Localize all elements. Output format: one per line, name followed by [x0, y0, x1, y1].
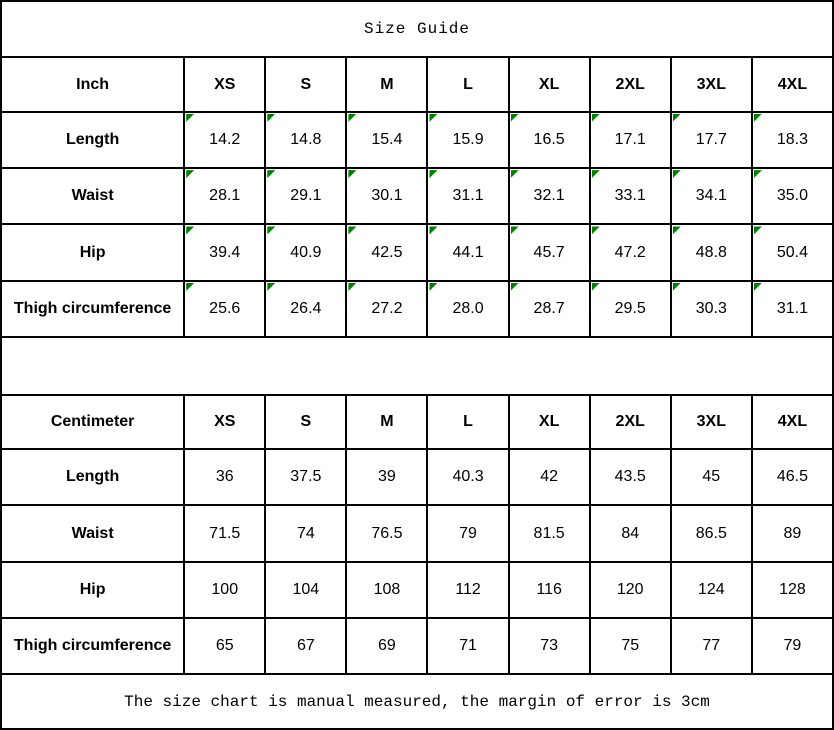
size-value: 29.1 — [290, 187, 322, 205]
size-value: 16.5 — [533, 130, 565, 148]
excel-text-flag-icon — [673, 170, 681, 178]
size-value-cell: 36 — [184, 449, 265, 505]
size-value-cell — [184, 224, 265, 280]
excel-text-flag-icon — [754, 170, 762, 178]
size-value-cell — [265, 112, 346, 168]
size-value-cell — [671, 168, 752, 224]
size-value-cell — [509, 281, 590, 337]
size-column-header-2xl: 2XL — [590, 395, 671, 449]
excel-text-flag-icon — [348, 114, 356, 122]
size-value: 33.1 — [614, 187, 646, 205]
size-value-cell — [184, 112, 265, 168]
size-value-cell — [427, 168, 508, 224]
excel-text-flag-icon — [673, 283, 681, 291]
table-row-cm-hip — [1, 562, 833, 618]
size-value-cell — [346, 224, 427, 280]
size-column-header-xl: XL — [509, 395, 590, 449]
excel-text-flag-icon — [511, 170, 519, 178]
size-value-cell — [427, 281, 508, 337]
size-value-cell — [671, 281, 752, 337]
size-value: 14.2 — [209, 130, 241, 148]
excel-text-flag-icon — [348, 226, 356, 234]
size-value-cell — [427, 224, 508, 280]
excel-text-flag-icon — [186, 283, 194, 291]
size-value-cell — [671, 224, 752, 280]
excel-text-flag-icon — [592, 226, 600, 234]
size-value: 48.8 — [695, 243, 727, 261]
size-column-header-4xl: 4XL — [752, 57, 833, 111]
size-value-cell: 84 — [590, 505, 671, 561]
size-value-cell: 42 — [509, 449, 590, 505]
title-row — [1, 1, 833, 57]
size-value-cell: 81.5 — [509, 505, 590, 561]
excel-text-flag-icon — [592, 114, 600, 122]
excel-text-flag-icon — [267, 283, 275, 291]
size-value-cell: 112 — [427, 562, 508, 618]
size-value-cell — [509, 168, 590, 224]
excel-text-flag-icon — [592, 170, 600, 178]
excel-text-flag-icon — [186, 226, 194, 234]
row-label: Thigh circumference — [1, 281, 184, 337]
page-title: Size Guide — [1, 1, 833, 57]
size-value-cell — [346, 168, 427, 224]
size-value: 31.1 — [452, 187, 484, 205]
excel-text-flag-icon — [267, 170, 275, 178]
size-value-cell: 79 — [752, 618, 833, 674]
size-value: 28.0 — [452, 300, 484, 318]
size-value: 47.2 — [614, 243, 646, 261]
cm-header-row — [1, 395, 833, 449]
size-value-cell: 69 — [346, 618, 427, 674]
size-value-cell — [346, 281, 427, 337]
table-row-inch-hip — [1, 224, 833, 280]
table-row-inch-length — [1, 112, 833, 168]
excel-text-flag-icon — [429, 114, 437, 122]
size-value-cell: 77 — [671, 618, 752, 674]
table-row-inch-thigh — [1, 281, 833, 337]
row-label: Length — [1, 112, 184, 168]
size-value: 30.3 — [695, 300, 727, 318]
size-value: 30.1 — [371, 187, 403, 205]
size-column-header-m: M — [346, 57, 427, 111]
size-column-header-m: M — [346, 395, 427, 449]
size-column-header-s: S — [265, 395, 346, 449]
row-label: Length — [1, 449, 184, 505]
size-value-cell — [184, 168, 265, 224]
size-column-header-s: S — [265, 57, 346, 111]
size-value: 18.3 — [776, 130, 808, 148]
size-value-cell: 65 — [184, 618, 265, 674]
size-value-cell — [427, 112, 508, 168]
size-value: 31.1 — [776, 300, 808, 318]
size-value-cell: 71.5 — [184, 505, 265, 561]
size-value: 50.4 — [776, 243, 808, 261]
excel-text-flag-icon — [754, 226, 762, 234]
excel-text-flag-icon — [511, 114, 519, 122]
size-value: 28.1 — [209, 187, 241, 205]
size-value-cell — [509, 224, 590, 280]
spacer-row — [1, 337, 833, 394]
excel-text-flag-icon — [754, 114, 762, 122]
size-value: 34.1 — [695, 187, 727, 205]
row-label: Thigh circumference — [1, 618, 184, 674]
size-value-cell: 71 — [427, 618, 508, 674]
size-value-cell — [265, 281, 346, 337]
inch-header-row — [1, 57, 833, 111]
size-value-cell: 128 — [752, 562, 833, 618]
size-value-cell: 67 — [265, 618, 346, 674]
row-label: Hip — [1, 224, 184, 280]
table-row-cm-waist — [1, 505, 833, 561]
size-value: 42.5 — [371, 243, 403, 261]
size-value-cell: 46.5 — [752, 449, 833, 505]
excel-text-flag-icon — [429, 170, 437, 178]
table-row-cm-length — [1, 449, 833, 505]
size-value-cell — [752, 112, 833, 168]
size-value-cell: 45 — [671, 449, 752, 505]
size-value: 17.1 — [614, 130, 646, 148]
size-value-cell — [184, 281, 265, 337]
size-value: 29.5 — [614, 300, 646, 318]
size-value-cell: 100 — [184, 562, 265, 618]
excel-text-flag-icon — [348, 170, 356, 178]
size-column-header-xs: XS — [184, 395, 265, 449]
size-column-header-xl: XL — [509, 57, 590, 111]
size-value-cell: 37.5 — [265, 449, 346, 505]
size-value: 40.9 — [290, 243, 322, 261]
size-value-cell — [671, 112, 752, 168]
size-value: 14.8 — [290, 130, 322, 148]
footer-note: The size chart is manual measured, the margin of error is 3cm — [1, 674, 833, 729]
size-column-header-2xl: 2XL — [590, 57, 671, 111]
excel-text-flag-icon — [186, 114, 194, 122]
size-value-cell: 76.5 — [346, 505, 427, 561]
size-value-cell: 39 — [346, 449, 427, 505]
size-value-cell — [752, 168, 833, 224]
size-value: 32.1 — [533, 187, 565, 205]
size-value-cell — [752, 281, 833, 337]
size-column-header-xs: XS — [184, 57, 265, 111]
size-value: 39.4 — [209, 243, 241, 261]
size-value-cell: 74 — [265, 505, 346, 561]
excel-text-flag-icon — [673, 226, 681, 234]
row-label: Hip — [1, 562, 184, 618]
size-value: 15.4 — [371, 130, 403, 148]
size-value-cell: 89 — [752, 505, 833, 561]
size-column-header-l: L — [427, 57, 508, 111]
footer-row — [1, 674, 833, 729]
excel-text-flag-icon — [511, 226, 519, 234]
size-value-cell: 116 — [509, 562, 590, 618]
size-value-cell — [265, 168, 346, 224]
row-label: Waist — [1, 168, 184, 224]
row-label: Waist — [1, 505, 184, 561]
size-value-cell: 124 — [671, 562, 752, 618]
excel-text-flag-icon — [429, 226, 437, 234]
size-value-cell — [346, 112, 427, 168]
size-value-cell — [590, 224, 671, 280]
excel-text-flag-icon — [186, 170, 194, 178]
size-value: 15.9 — [452, 130, 484, 148]
size-value: 35.0 — [776, 187, 808, 205]
size-value-cell: 40.3 — [427, 449, 508, 505]
size-value-cell: 79 — [427, 505, 508, 561]
excel-text-flag-icon — [267, 226, 275, 234]
inch-unit-label: Inch — [1, 57, 184, 111]
size-column-header-l: L — [427, 395, 508, 449]
size-column-header-4xl: 4XL — [752, 395, 833, 449]
size-value-cell — [590, 281, 671, 337]
size-value: 17.7 — [695, 130, 727, 148]
excel-text-flag-icon — [348, 283, 356, 291]
cm-unit-label: Centimeter — [1, 395, 184, 449]
size-value: 45.7 — [533, 243, 565, 261]
size-value-cell: 73 — [509, 618, 590, 674]
size-value-cell — [590, 168, 671, 224]
size-value-cell — [509, 112, 590, 168]
size-value: 26.4 — [290, 300, 322, 318]
size-value-cell — [590, 112, 671, 168]
table-row-cm-thigh — [1, 618, 833, 674]
excel-text-flag-icon — [592, 283, 600, 291]
excel-text-flag-icon — [673, 114, 681, 122]
size-value: 28.7 — [533, 300, 565, 318]
size-value-cell: 43.5 — [590, 449, 671, 505]
excel-text-flag-icon — [429, 283, 437, 291]
size-value-cell: 104 — [265, 562, 346, 618]
size-value-cell: 75 — [590, 618, 671, 674]
size-column-header-3xl: 3XL — [671, 395, 752, 449]
size-value-cell — [265, 224, 346, 280]
size-value: 25.6 — [209, 300, 241, 318]
size-value-cell: 108 — [346, 562, 427, 618]
size-value: 44.1 — [452, 243, 484, 261]
excel-text-flag-icon — [511, 283, 519, 291]
size-value-cell: 120 — [590, 562, 671, 618]
spacer-cell — [1, 337, 833, 394]
excel-text-flag-icon — [754, 283, 762, 291]
table-row-inch-waist — [1, 168, 833, 224]
excel-text-flag-icon — [267, 114, 275, 122]
size-value-cell — [752, 224, 833, 280]
size-value: 27.2 — [371, 300, 403, 318]
size-column-header-3xl: 3XL — [671, 57, 752, 111]
size-value-cell: 86.5 — [671, 505, 752, 561]
